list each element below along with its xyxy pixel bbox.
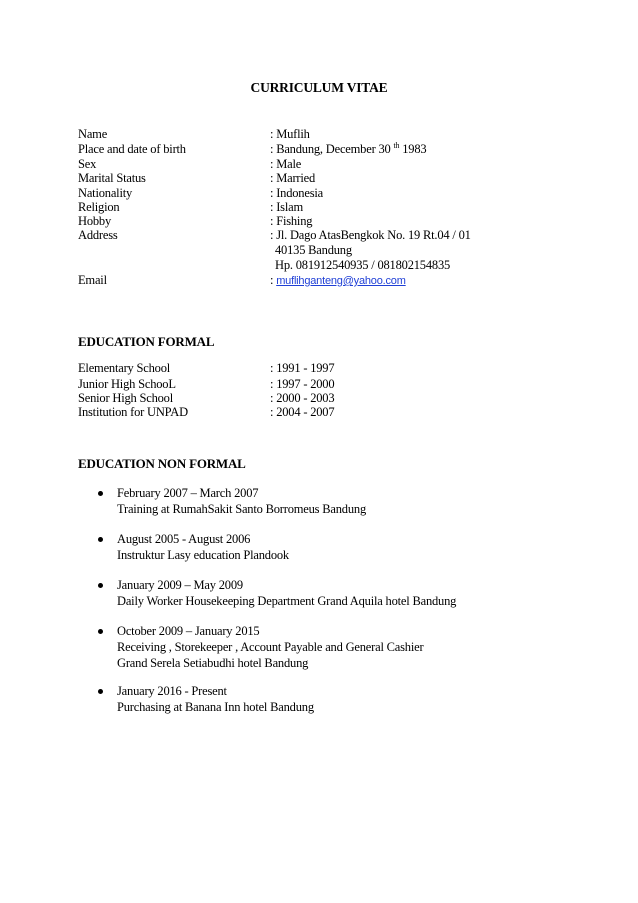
experience-description: Training at RumahSakit Santo Borromeus Bandung bbox=[117, 502, 367, 516]
info-value: : Islam bbox=[270, 200, 303, 214]
birth-value-suffix: th bbox=[393, 141, 400, 150]
section-heading-education-non-formal: EDUCATION NON FORMAL bbox=[78, 456, 246, 471]
education-years: : 2004 - 2007 bbox=[270, 405, 335, 419]
info-value: : Male bbox=[270, 157, 302, 171]
experience-description: Daily Worker Housekeeping Department Grand Aquila hotel Bandung bbox=[117, 594, 457, 608]
info-label: Nationality bbox=[78, 186, 133, 200]
experience-description: Purchasing at Banana Inn hotel Bandung bbox=[117, 700, 314, 714]
email-prefix: : bbox=[270, 273, 277, 287]
info-value: : Indonesia bbox=[270, 186, 323, 200]
info-value: : Muflih bbox=[270, 127, 310, 141]
info-label: Hobby bbox=[78, 214, 112, 228]
bullet-icon bbox=[98, 689, 103, 694]
experience-period: January 2009 – May 2009 bbox=[117, 578, 243, 592]
info-value: : Married bbox=[270, 171, 316, 185]
info-label: Marital Status bbox=[78, 171, 146, 185]
experience-period: August 2005 - August 2006 bbox=[117, 532, 251, 546]
info-value bbox=[270, 273, 406, 289]
info-label: Name bbox=[78, 127, 108, 141]
education-years: : 2000 - 2003 bbox=[270, 391, 335, 405]
education-years: : 1997 - 2000 bbox=[270, 377, 335, 391]
experience-description-cont: Grand Serela Setiabudhi hotel Bandung bbox=[117, 656, 309, 670]
bullet-icon bbox=[98, 537, 103, 542]
info-value: : Fishing bbox=[270, 214, 313, 228]
info-value bbox=[270, 142, 426, 157]
info-label: Address bbox=[78, 228, 118, 242]
experience-period: January 2016 - Present bbox=[117, 684, 227, 698]
birth-value-text: : Bandung, December 30 bbox=[270, 142, 394, 156]
bullet-icon bbox=[98, 583, 103, 588]
birth-value-year: 1983 bbox=[399, 142, 427, 156]
education-label: Junior High SchooL bbox=[78, 377, 176, 391]
info-label: Religion bbox=[78, 200, 120, 214]
section-heading-education-formal: EDUCATION FORMAL bbox=[78, 334, 215, 349]
bullet-icon bbox=[98, 491, 103, 496]
experience-description: Instruktur Lasy education Plandook bbox=[117, 548, 289, 562]
email-link[interactable]: muflihganteng@yahoo.com bbox=[276, 275, 406, 287]
address-line-2: 40135 Bandung bbox=[275, 243, 352, 257]
document-title: CURRICULUM VITAE bbox=[250, 80, 388, 95]
info-label: Email bbox=[78, 273, 107, 287]
info-value: : Jl. Dago AtasBengkok No. 19 Rt.04 / 01 bbox=[270, 228, 471, 242]
education-years: : 1991 - 1997 bbox=[270, 361, 335, 375]
experience-period: October 2009 – January 2015 bbox=[117, 624, 260, 638]
bullet-icon bbox=[98, 629, 103, 634]
address-phone: Hp. 081912540935 / 081802154835 bbox=[275, 258, 451, 272]
education-label: Elementary School bbox=[78, 361, 171, 375]
experience-description: Receiving , Storekeeper , Account Payable and General Cashier bbox=[117, 640, 424, 654]
info-label: Place and date of birth bbox=[78, 142, 186, 156]
education-label: Institution for UNPAD bbox=[78, 405, 188, 419]
info-label: Sex bbox=[78, 157, 97, 171]
experience-period: February 2007 – March 2007 bbox=[117, 486, 259, 500]
education-label: Senior High School bbox=[78, 391, 174, 405]
